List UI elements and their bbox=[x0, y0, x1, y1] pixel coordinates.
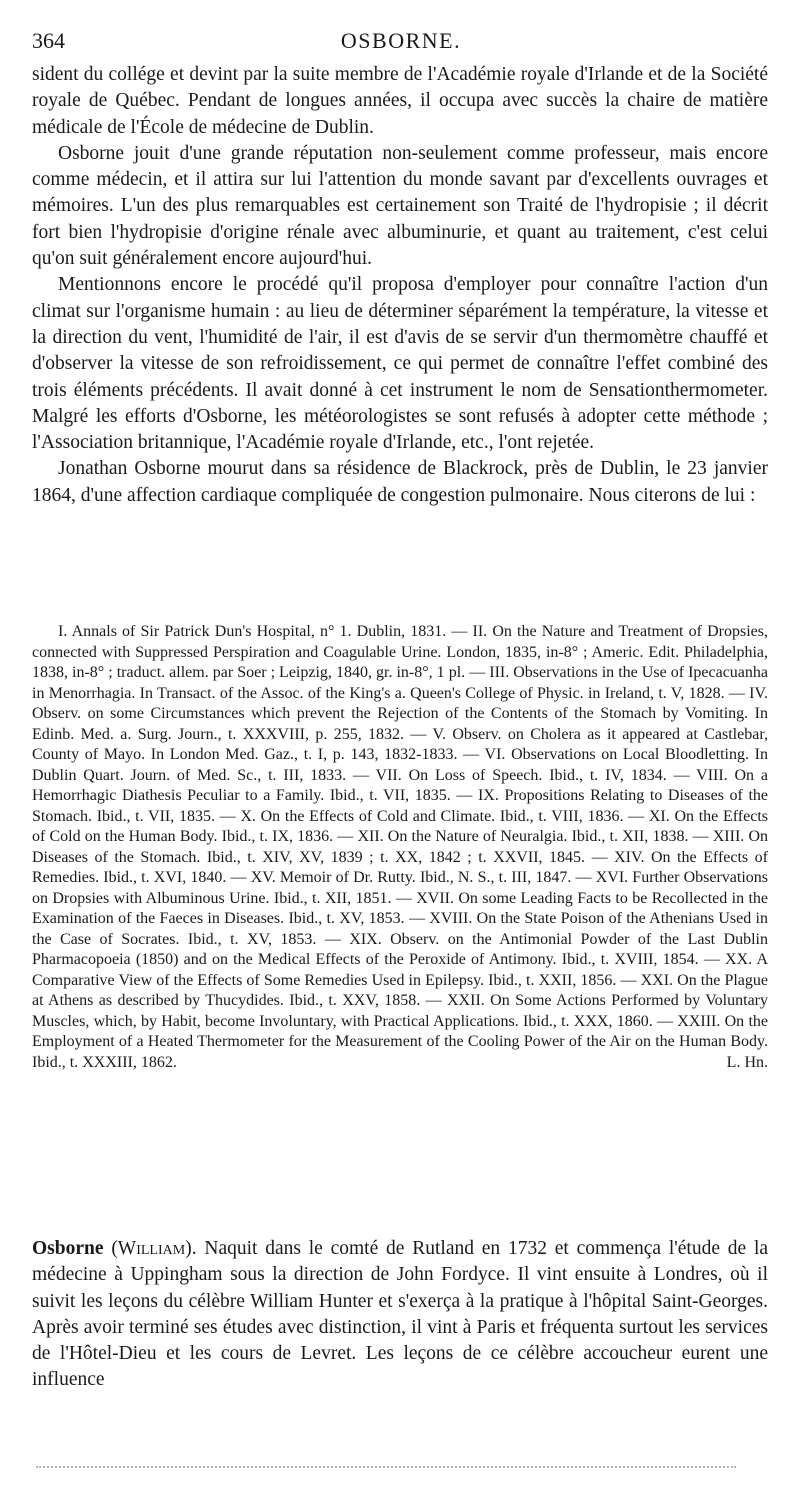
paragraph-1: sident du collége et devint par la suite membre de l'Académie royale d'Irlande et de la Société royale de Québec. Pendant de longues années, il occupa avec succès la chaire de matière médicale de l'École de médecine de Dublin. bbox=[32, 64, 768, 138]
bibliography-list bbox=[32, 622, 768, 1073]
page-header bbox=[32, 28, 770, 60]
scan-artifact-line bbox=[36, 1466, 736, 1468]
page-number: 364 bbox=[32, 28, 65, 53]
paragraph-3: Mentionnons encore le procédé qu'il proposa d'employer pour connaître l'action d'un climat sur l'organisme humain : au lieu de déterminer séparément la température, la vitesse et la direction du vent, l'humidité de l'air, il est d'avis de se servir d'un thermomètre chauffé et d'observer la vitesse de son refroidissement, ce qui permet de connaître l'effet combiné des trois éléments précédents. Il avait donné à cet instrument le nom de Sensationthermometer. Malgré les efforts d'Osborne, les météorologistes se sont refusés à adopter cette méthode ; l'Association britannique, l'Académie royale d'Irlande, etc., l'ont rejetée. bbox=[32, 274, 768, 454]
entry-given-name: (William). bbox=[111, 1238, 197, 1259]
running-title: OSBORNE. bbox=[340, 28, 462, 53]
bibliography bbox=[32, 622, 768, 1073]
bibliography-text: I. Annals of Sir Patrick Dun's Hospital, n° 1. Dublin, 1831. — II. On the Nature and Treatment of Dropsies, connected with Suppressed Perspiration and Coagulable Urine. London, 1835, in-8° ; Americ. Edit. Philadelphia, 1838, in-8° ; traduct. allem. par Soer ; Leipzig, 1840, gr. in-8°, 1 pl. — III. Observations in the Use of Ipecacuanha in Menorrhagia. In Transact. of the Assoc. of the King's a. Queen's College of Physic. in Ireland, t. V, 1828. — IV. Observ. on some Circumstances which prevent the Rejection of the Contents of the Stomach by Vomiting. In Edinb. Med. a. Surg. Journ., t. XXXVIII, p. 255, 1832. — V. Observ. on Cholera as it appeared at Castlebar, County of Mayo. In London Med. Gaz., t. I, p. 143, 1832-1833. — VI. Observations on Local Bloodletting. In Dublin Quart. Journ. of Med. Sc., t. III, 1833. — VII. On Loss of Speech. Ibid., t. IV, 1834. — VIII. On a Hemorrhagic Diathesis Peculiar to a Family. Ibid., t. VII, 1835. — IX. Propositions Relating to Diseases of the Stomach. Ibid., t. VII, 1835. — X. On the Effects of Cold and Climate. Ibid., t. VIII, 1836. — XI. On the Effects of Cold on the Human Body. Ibid., t. IX, 1836. — XII. On the Nature of Neuralgia. Ibid., t. XII, 1838. — XIII. On Diseases of the Stomach. Ibid., t. XIV, XV, 1839 ; t. XX, 1842 ; t. XXVII, 1845. — XIV. On the Effects of Remedies. Ibid., t. XVI, 1840. — XV. Memoir of Dr. Rutty. Ibid., N. S., t. III, 1847. — XVI. Further Observations on Dropsies with Albuminous Urine. Ibid., t. XII, 1851. — XVII. On some Leading Facts to be Recollected in the Examination of the Faeces in Diseases. Ibid., t. XV, 1853. — XVIII. On the State Poison of the Athenians Used in the Case of Socrates. Ibid., t. XV, 1853. — XIX. Observ. on the Antimonial Powder of the Last Dublin Pharmacopoeia (1850) and on the Medical Effects of the Peroxide of Antimony. Ibid., t. XVIII, 1854. — XX. A Comparative View of the Effects of Some Remedies Used in Epilepsy. Ibid., t. XXII, 1856. — XXI. On the Plague at Athens as described by Thucydides. Ibid., t. XXV, 1858. — XXII. On Some Actions Performed by Voluntary Muscles, which, by Habit, become Involuntary, with Practical Applications. Ibid., t. XXX, 1860. — XXIII. On the Employment of a Heated Thermometer for the Measurement of the Cooling Power of the Air on the Human Body. Ibid., t. XXXIII, 1862. bbox=[32, 623, 768, 1071]
entry-william-osborne bbox=[32, 1236, 768, 1394]
author-signature: L. Hn. bbox=[726, 1053, 768, 1071]
entry-headword: Osborne bbox=[32, 1238, 104, 1259]
entry-william-text: Naquit dans le comté de Rutland en 1732 et commença l'étude de la médecine à Uppingham sous la direction de John Fordyce. Il vint ensuite à Londres, où il suivit les leçons du célèbre William Hunter et s'exerça à la pratique à l'hôpital Saint-Georges. Après avoir terminé ses études avec distinction, il vint à Paris et fréquenta surtout les services de l'Hôtel-Dieu et les cours de Levret. Les leçons de ce célèbre accoucheur eurent une influence bbox=[32, 1238, 769, 1391]
paragraph-2: Osborne jouit d'une grande réputation non-seulement comme professeur, mais encore comme médecin, et il attira sur lui l'attention du monde savant par d'excellents ouvrages et mémoires. L'un des plus remarquables est certainement son Traité de l'hydropisie ; il décrit fort bien l'hydropisie d'origine rénale avec albuminurie, et quant au traitement, c'est celui qu'on suit généralement encore aujourd'hui. bbox=[32, 142, 768, 270]
entry-jonathan-osborne-body bbox=[32, 62, 768, 509]
paragraph-4: Jonathan Osborne mourut dans sa résidence de Blackrock, près de Dublin, le 23 janvier 1864, d'une affection cardiaque compliquée de congestion pulmonaire. Nous citerons de lui : bbox=[32, 458, 768, 506]
entry-william-paragraph bbox=[32, 1236, 768, 1394]
